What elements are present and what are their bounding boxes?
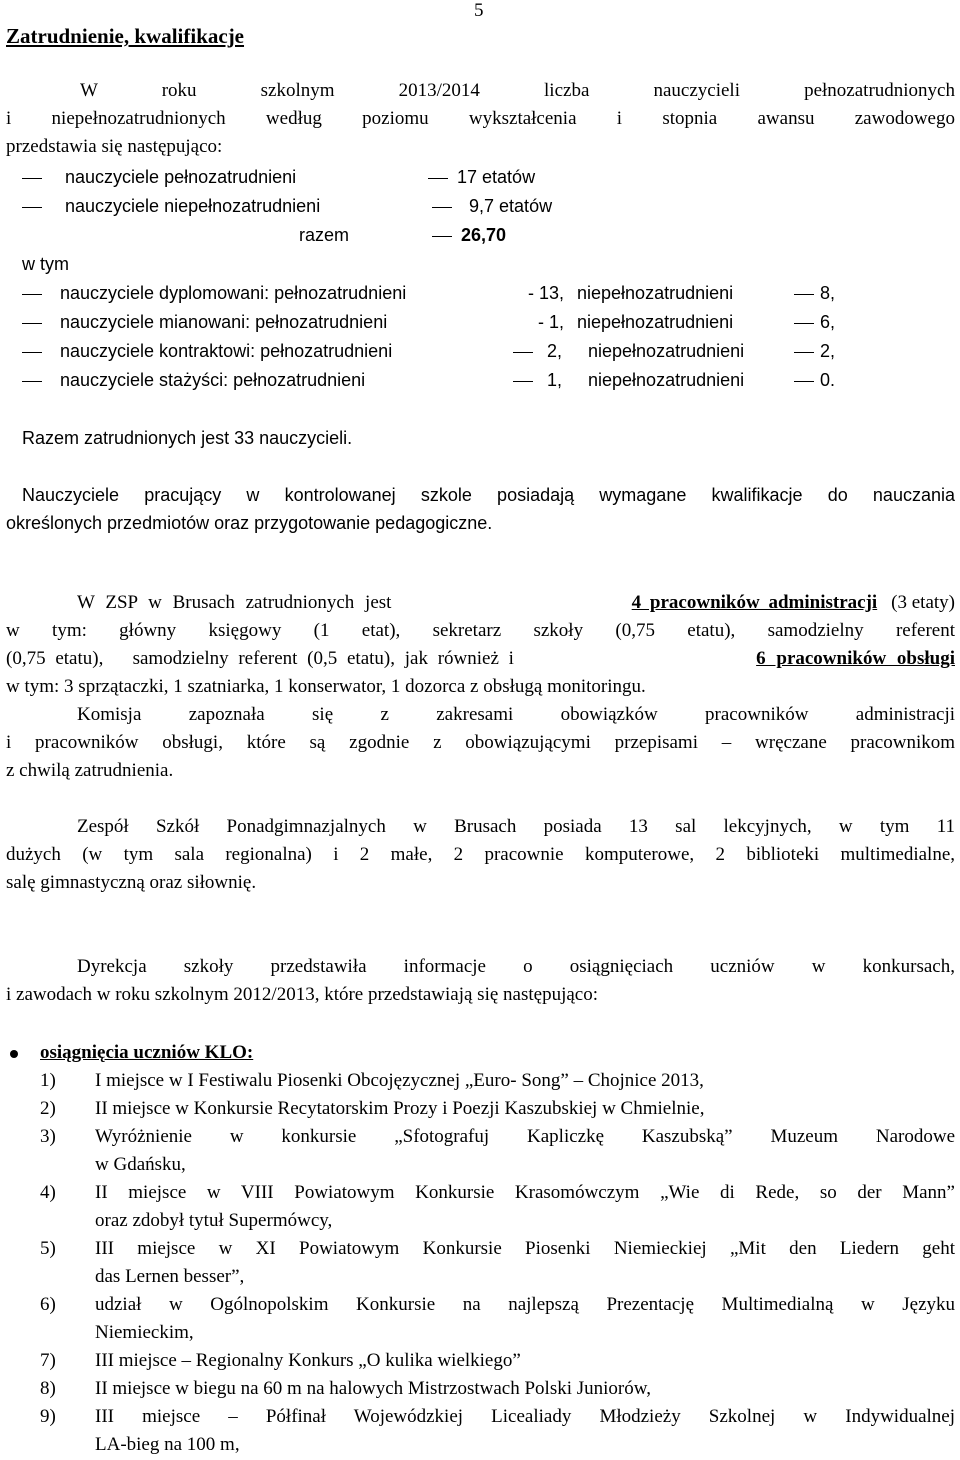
admin-line-4: w tym: 3 sprzątaczki, 1 szatniarka, 1 konserwator, 1 dozorca z obsługą monitoringu.	[6, 676, 646, 697]
dash-icon	[22, 323, 42, 324]
breakdown-full-cell	[510, 341, 562, 362]
page-number: 5	[474, 0, 484, 21]
breakdown-full: - 1,	[537, 312, 564, 332]
achievement-text: Wyróżnienie w konkursie „Sfotografuj Kapliczkę Kaszubską” Muzeum Narodowe	[95, 1126, 955, 1147]
total-row-full	[22, 167, 296, 188]
breakdown-part-cell	[794, 370, 836, 391]
rooms-line-2: dużych (w tym sala regionalna) i 2 małe, 2 pracownie komputerowe, 2 biblioteki multimedialne,	[6, 844, 955, 865]
dash-icon	[22, 381, 42, 382]
breakdown-row	[22, 370, 365, 391]
achievement-number: 6)	[40, 1294, 56, 1315]
bullet-heading: osiągnięcia uczniów KLO:	[40, 1042, 254, 1063]
admin-etaty: (3 etaty)	[891, 592, 955, 613]
w-tym-label: w tym	[22, 254, 69, 274]
achievement-text: udział w Ogólnopolskim Konkursie na najlepszą Prezentację Multimedialną w Języku	[95, 1294, 955, 1315]
total-value-full	[428, 167, 535, 188]
breakdown-part-label: niepełnozatrudnieni	[588, 370, 745, 390]
total-value-part	[432, 196, 552, 217]
intro-line-2: i niepełnozatrudnionych według poziomu wykształcenia i stopnia awansu zawodowego	[6, 108, 955, 129]
breakdown-label: nauczyciele dyplomowani: pełnozatrudnieni	[60, 283, 407, 303]
qualif-line-1: Nauczyciele pracujący w kontrolowanej szkole posiadają wymagane kwalifikacje do nauczania	[22, 485, 955, 505]
breakdown-label: nauczyciele kontraktowi: pełnozatrudnieni	[60, 341, 393, 361]
breakdown-part: 8,	[820, 283, 836, 303]
breakdown-label: nauczyciele stażyści: pełnozatrudnieni	[60, 370, 366, 390]
breakdown-row	[22, 312, 387, 333]
achievement-number: 8)	[40, 1378, 56, 1399]
achievement-number: 1)	[40, 1070, 56, 1091]
admin-count: 4 pracowników administracji	[631, 592, 878, 613]
achievement-text: das Lernen besser”,	[95, 1266, 245, 1287]
dash-icon	[794, 294, 814, 295]
dash-icon	[432, 207, 452, 208]
razem-value: 26,70	[461, 225, 507, 245]
breakdown-full: 1,	[546, 370, 562, 390]
section-title: Zatrudnienie, kwalifikacje	[6, 24, 245, 48]
breakdown-label: nauczyciele mianowani: pełnozatrudnieni	[60, 312, 388, 332]
achievement-text: Niemieckim,	[95, 1322, 194, 1343]
achievement-text: III miejsce – Regionalny Konkurs „O kulika wielkiego”	[95, 1350, 521, 1371]
total-label: nauczyciele niepełnozatrudnieni	[65, 196, 321, 216]
breakdown-part-cell	[794, 341, 836, 362]
admin-line-6: i pracowników obsługi, które są zgodnie z obowiązującymi przepisami – wręczane pracownikom	[6, 732, 955, 753]
dash-icon	[22, 207, 42, 208]
dash-icon	[22, 352, 42, 353]
achievement-number: 4)	[40, 1182, 56, 1203]
breakdown-full: 2,	[546, 341, 562, 361]
achievement-text: I miejsce w I Festiwalu Piosenki Obcojęzycznej „Euro- Song” – Chojnice 2013,	[95, 1070, 704, 1091]
achievement-text: II miejsce w VIII Powiatowym Konkursie Krasomówczym „Wie di Rede, so der Mann”	[95, 1182, 955, 1203]
breakdown-full-cell	[512, 283, 564, 304]
breakdown-part: 2,	[820, 341, 836, 361]
total-value: 17 etatów	[457, 167, 536, 187]
breakdown-part-cell	[794, 283, 836, 304]
achievement-text: II miejsce w Konkursie Recytatorskim Prozy i Poezji Kaszubskiej w Chmielnie,	[95, 1098, 705, 1119]
breakdown-part-cell	[794, 312, 836, 333]
dyrekcja-line-1: Dyrekcja szkoły przedstawiła informacje o osiągnięciach uczniów w konkursach,	[77, 956, 955, 977]
achievement-number: 2)	[40, 1098, 56, 1119]
achievement-number: 3)	[40, 1126, 56, 1147]
breakdown-part-label: niepełnozatrudnieni	[577, 312, 734, 332]
admin-line-7: z chwilą zatrudnienia.	[6, 760, 174, 781]
obsluga-count: 6 pracowników obsługi	[756, 648, 955, 669]
dash-icon	[794, 381, 814, 382]
total-value: 9,7 etatów	[469, 196, 553, 216]
achievement-text: III miejsce w XI Powiatowym Konkursie Piosenki Niemieckiej „Mit den Liedern geht	[95, 1238, 955, 1259]
razem-value-row	[432, 225, 506, 246]
breakdown-full: - 13,	[527, 283, 564, 303]
dyrekcja-line-2: i zawodach w roku szkolnym 2012/2013, które przedstawiają się następująco:	[6, 984, 598, 1005]
rooms-line-1: Zespół Szkół Ponadgimnazjalnych w Brusach posiada 13 sal lekcyjnych, w tym 11	[77, 816, 955, 837]
dash-icon	[22, 178, 42, 179]
admin-line-3	[6, 648, 955, 670]
dash-icon	[22, 294, 42, 295]
admin-intro: W ZSP w Brusach zatrudnionych jest	[77, 592, 392, 613]
razem-zatrudnionych: Razem zatrudnionych jest 33 nauczycieli.	[22, 428, 353, 448]
intro-line-1: W roku szkolnym 2013/2014 liczba nauczycieli pełnozatrudnionych	[80, 80, 955, 101]
dash-icon	[513, 381, 533, 382]
achievement-number: 9)	[40, 1406, 56, 1427]
intro-line-3: przedstawia się następująco:	[6, 136, 223, 157]
achievement-text: w Gdańsku,	[95, 1154, 186, 1175]
bullet-icon	[10, 1050, 18, 1058]
total-row-part	[22, 196, 320, 217]
dash-icon	[428, 178, 448, 179]
admin-line-3-text: (0,75 etatu), samodzielny referent (0,5 etatu), jak również i	[6, 648, 514, 669]
achievement-text: II miejsce w biegu na 60 m na halowych Mistrzostwach Polski Juniorów,	[95, 1378, 652, 1399]
achievement-text: III miejsce – Półfinał Wojewódzkiej Licealiady Młodzieży Szkolnej w Indywidualnej	[95, 1406, 955, 1427]
breakdown-part: 0.	[820, 370, 836, 390]
achievement-text: LA-bieg na 100 m,	[95, 1434, 240, 1455]
dash-icon	[513, 352, 533, 353]
achievement-number: 7)	[40, 1350, 56, 1371]
breakdown-part-label: niepełnozatrudnieni	[577, 283, 734, 303]
dash-icon	[794, 352, 814, 353]
breakdown-part-label: niepełnozatrudnieni	[588, 341, 745, 361]
dash-icon	[794, 323, 814, 324]
total-label: nauczyciele pełnozatrudnieni	[65, 167, 297, 187]
achievement-text: oraz zdobył tytuł Supermówcy,	[95, 1210, 333, 1231]
breakdown-full-cell	[510, 370, 562, 391]
breakdown-row	[22, 341, 392, 362]
achievement-number: 5)	[40, 1238, 56, 1259]
admin-line-1	[77, 592, 955, 614]
rooms-line-3: salę gimnastyczną oraz siłownię.	[6, 872, 257, 893]
dash-icon	[432, 236, 452, 237]
qualif-line-2: określonych przedmiotów oraz przygotowanie pedagogiczne.	[6, 513, 493, 533]
razem-label: razem	[299, 225, 350, 245]
breakdown-part: 6,	[820, 312, 836, 332]
admin-line-5: Komisja zapoznała się z zakresami obowiązków pracowników administracji	[77, 704, 955, 725]
breakdown-full-cell	[512, 312, 564, 333]
breakdown-row	[22, 283, 406, 304]
bullet-row	[10, 1042, 253, 1064]
admin-line-2: w tym: główny księgowy (1 etat), sekretarz szkoły (0,75 etatu), samodzielny referent	[6, 620, 955, 641]
